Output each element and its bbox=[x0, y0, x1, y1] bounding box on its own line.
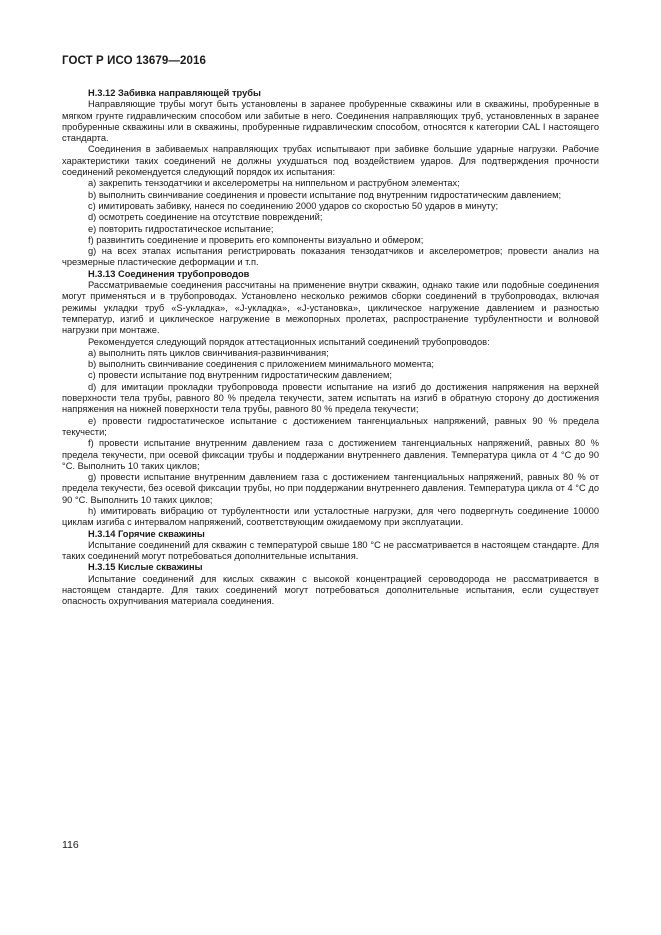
paragraph: d) для имитации прокладки трубопровода провести испытание на изгиб до достижения напряжения на верхней поверхности тела трубы, равного 80 % предела текучести, затем испытать на изгиб в обратную сторону до достижения напряжения на нижней поверхности тела трубы, равного 80 % предела текучести; bbox=[62, 381, 599, 415]
paragraph: d) осмотреть соединение на отсутствие повреждений; bbox=[88, 212, 323, 223]
paragraph: Соединения в забиваемых направляющих трубах испытывают при забивке большие ударные нагрузки. Рабочие характеристики таких соединений не должны ухудшаться под воздействием ударов. Для подтверждения прочности соединений рекомендуется следующий порядок их испытания: bbox=[62, 144, 599, 178]
paragraph: f) провести испытание внутренним давлением газа с достижением тангенциальных напряжений, равных 80 % предела текучести, при осевой фиксации трубы и поддержании внутреннего давления. Температура цикла от 4 °С до 90 °С. Выполнить 10 таких циклов; bbox=[62, 438, 599, 471]
paragraph: с) провести испытание под внутренним гидростатическим давлением; bbox=[88, 370, 392, 381]
paragraph: h) имитировать вибрацию от турбулентности или усталостные нагрузки, для чего подвергнуть соединение 10000 циклам изгиба с интервалом напряжений, соответствующим ожидаемому при эксплуатации. bbox=[62, 505, 599, 528]
paragraph: е) провести гидростатическое испытание с достижением тангенциальных напряжений, равных 90 % предела текучести; bbox=[62, 415, 599, 437]
paragraph: Испытание соединений для кислых скважин с высокой концентрацией сероводорода не рассматривается в настоящем стандарте. Для таких соединений могут потребоваться дополнительные испытания, если существует опасность охрупчивания материала соединения. bbox=[62, 573, 599, 607]
paragraph: b) выполнить свинчивание соединения с приложением минимального момента; bbox=[88, 359, 434, 370]
paragraph: b) выполнить свинчивание соединения и провести испытание под внутренним гидростатическим давлением; bbox=[88, 189, 562, 200]
paragraph: Испытание соединений для скважин с температурой свыше 180 °С не рассматривается в настоящем стандарте. Для таких соединений могут потребоваться дополнительные испытания. bbox=[62, 539, 599, 562]
paragraph: g) на всех этапах испытания регистрировать показания тензодатчиков и акселерометров; провести анализ на чрезмерные пластические деформации и т.п. bbox=[62, 246, 599, 268]
paragraph: f) развинтить соединение и проверить его компоненты визуально и обмером; bbox=[88, 234, 424, 245]
paragraph: е) повторить гидростатическое испытание; bbox=[88, 223, 274, 234]
paragraph: с) имитировать забивку, нанеся по соединению 2000 ударов со скоростью 50 ударов в минуту; bbox=[88, 200, 499, 211]
paragraph: Рассматриваемые соединения рассчитаны на применение внутри скважин, однако такие или подобные соединения могут применяться и в трубопроводах. Установлено несколько режимов сборки соединений в трубопроводах, включая режимы укладки труб «S-укладка», «J-укладка», «J-установка», циклическое нагружение давлением и разностью температур, изгиб и циклическое нагружение в межопорных пролетах, распространение турбулентности и волновой нагрузки при монтаже. bbox=[62, 280, 599, 336]
paragraph: Направляющие трубы могут быть установлены в заранее пробуренные скважины или в скважины, пробуренные в мягком грунте гидравлическим способом или забитые в него. Соединения направляющих труб, установленных в заранее пробуренные скважины или в скважины, пробуренные гидравлическим способом, относятся к категории CAL I настоящего стандарта. bbox=[62, 99, 599, 144]
section-heading: Н.3.12 Забивка направляющей трубы bbox=[88, 88, 261, 98]
paragraph: а) выполнить пять циклов свинчивания-развинчивания; bbox=[88, 347, 329, 358]
section-heading: Н.3.14 Горячие скважины bbox=[88, 528, 205, 539]
paragraph: g) провести испытание внутренним давлением газа с достижением тангенциальных напряжений, равных 80 % от предела текучести, без осевой фиксации трубы, но при поддержании внутреннего давления. Температура цикла от 4 °С до 90 °С. Выполнить 10 таких циклов; bbox=[62, 472, 599, 505]
document-header: ГОСТ Р ИСО 13679—2016 bbox=[62, 55, 207, 67]
paragraph: Рекомендуется следующий порядок аттестационных испытаний соединений трубопроводов: bbox=[88, 336, 490, 347]
paragraph: а) закрепить тензодатчики и акселерометры на ниппельном и раструбном элементах; bbox=[88, 178, 460, 189]
section-heading: Н.3.15 Кислые скважины bbox=[88, 562, 203, 573]
section-heading: Н.3.13 Соединения трубопроводов bbox=[88, 268, 250, 279]
document-body bbox=[62, 88, 599, 608]
page-number: 116 bbox=[62, 839, 79, 851]
